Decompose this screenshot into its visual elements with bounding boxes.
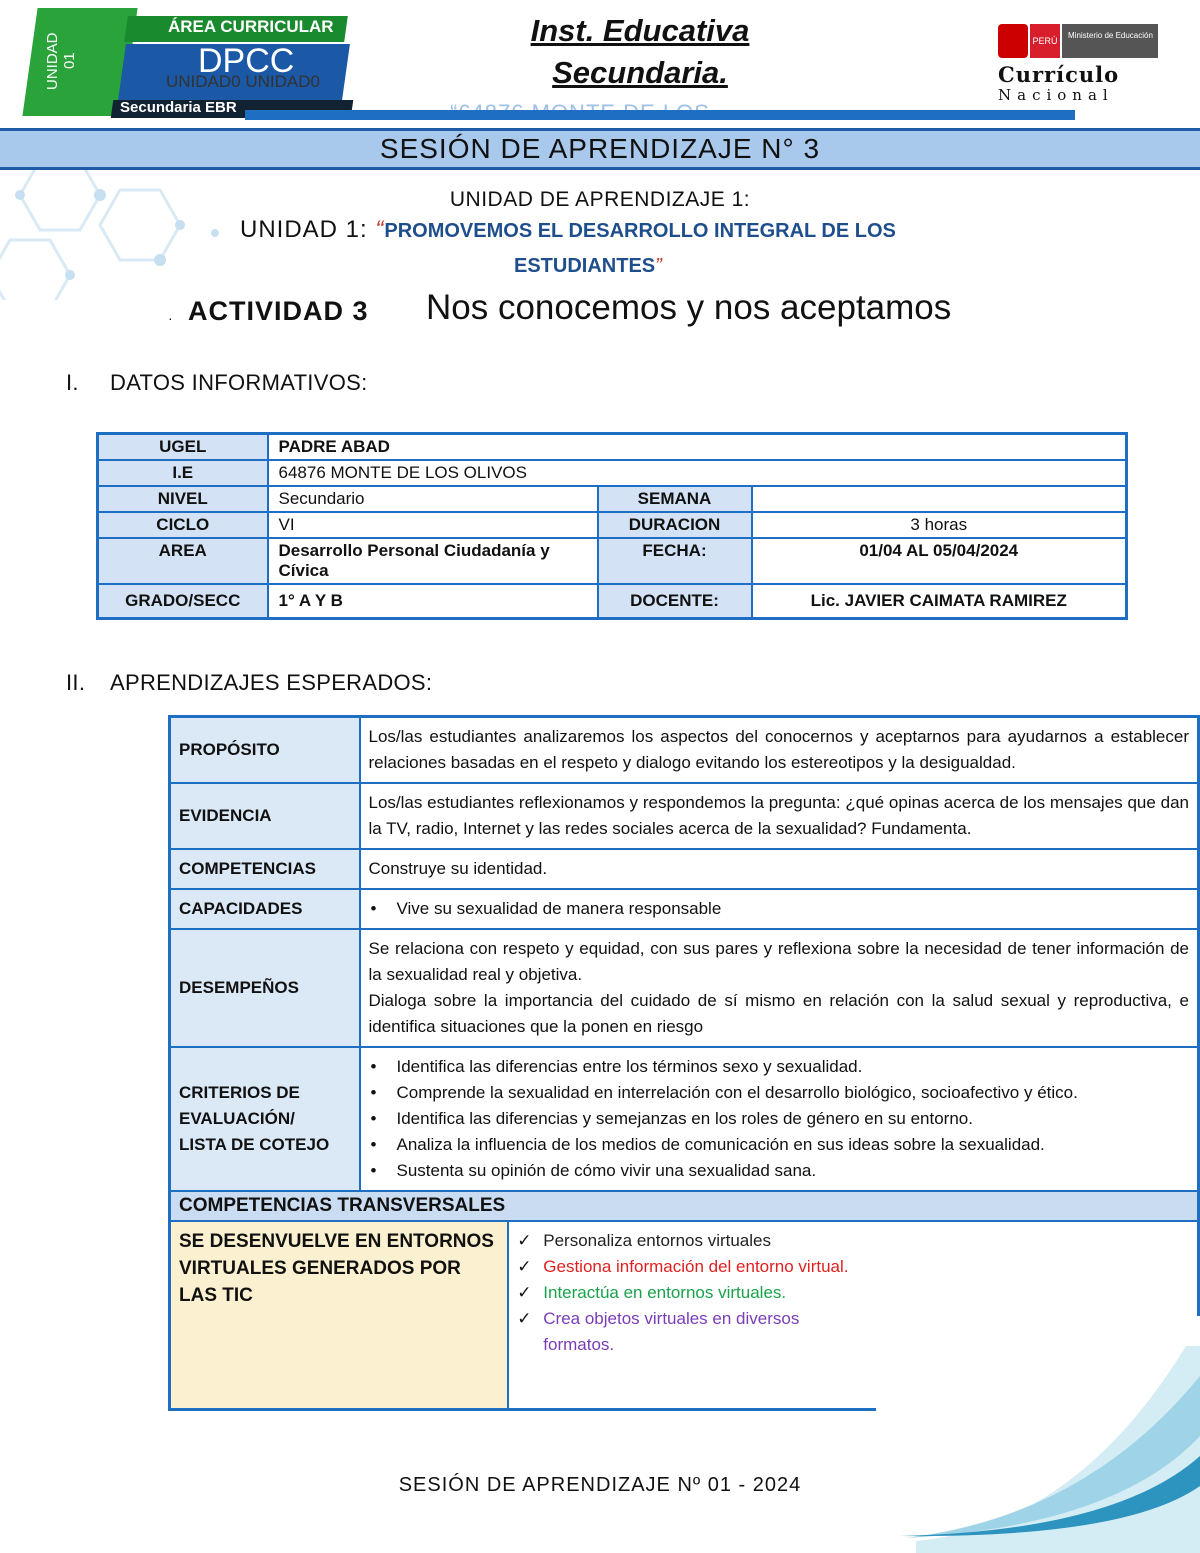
badge-dpcc: DPCC	[198, 42, 295, 80]
capacidades-value	[360, 889, 1199, 929]
transversales-label: COMPETENCIAS TRANSVERSALES	[170, 1191, 1199, 1221]
institution-title	[440, 10, 840, 94]
evidencia-value: Los/las estudiantes reflexionamos y respondemos la pregunta: ¿qué opinas acerca de los mensajes que dan la TV, radio, Internet y las redes sociales acerca de la sexualidad? Fundamenta.	[360, 783, 1199, 849]
badge-area: ÁREA CURRICULAR	[168, 17, 334, 36]
shield-icon	[998, 24, 1028, 58]
criterios-label	[170, 1047, 360, 1191]
page-footer: SESIÓN DE APRENDIZAJE Nº 01 - 2024	[398, 1474, 802, 1496]
unit-badge	[30, 8, 360, 118]
logo-peru: PERÚ	[1030, 24, 1060, 58]
institution-line-2: Secundaria.	[552, 55, 728, 90]
unidad-title	[240, 216, 896, 244]
check-item	[517, 1254, 857, 1280]
table-row	[170, 889, 1199, 929]
criterios-value	[360, 1047, 1199, 1191]
section-number: II.	[66, 670, 86, 695]
tic-competencia: SE DESENVUELVE EN ENTORNOS VIRTUALES GENERADOS POR LAS TIC	[170, 1221, 509, 1409]
table-row	[170, 783, 1199, 849]
nivel-label: NIVEL	[98, 486, 268, 512]
badge-secundaria: Secundaria EBR	[120, 99, 237, 116]
quote-open: “	[375, 216, 385, 243]
unidad-title-line-2: ESTUDIANTES	[514, 255, 656, 277]
list-item: • Sustenta su opinión de cómo vivir una sexualidad sana.	[369, 1158, 1190, 1184]
competencias-label: COMPETENCIAS	[170, 849, 360, 889]
check-text: Interactúa en entornos virtuales.	[543, 1283, 787, 1302]
check-icon: ✓	[517, 1231, 532, 1250]
grado-value: 1° A Y B	[268, 584, 598, 619]
check-icon: ✓	[517, 1283, 532, 1302]
area-label: AREA	[98, 538, 268, 584]
semana-label: SEMANA	[598, 486, 752, 512]
desempenos-label: DESEMPEÑOS	[170, 929, 360, 1047]
fecha-value: 01/04 AL 05/04/2024	[752, 538, 1127, 584]
list-item: • Analiza la influencia de los medios de comunicación en sus ideas sobre la sexualidad.	[369, 1132, 1190, 1158]
criterios-label-line: LISTA DE COTEJO	[179, 1135, 330, 1154]
datos-informativos-table	[96, 432, 1128, 620]
capacidades-label: CAPACIDADES	[170, 889, 360, 929]
logo-ministerio: Ministerio de Educación	[1062, 24, 1158, 58]
check-item	[517, 1228, 857, 1254]
criterios-label-line: EVALUACIÓN/	[179, 1109, 295, 1128]
unidad-label: UNIDAD 1:	[240, 216, 368, 243]
actividad-title: Nos conocemos y nos aceptamos	[426, 288, 952, 327]
table-row	[98, 584, 1127, 619]
header-divider	[245, 110, 1075, 120]
criterios-label-line: CRITERIOS DE	[179, 1083, 300, 1102]
section-number: I.	[66, 370, 79, 395]
area-value: Desarrollo Personal Ciudadanía y Cívica	[268, 538, 598, 584]
table-row	[170, 717, 1199, 784]
proposito-label: PROPÓSITO	[170, 717, 360, 784]
check-item	[517, 1306, 857, 1358]
duracion-label: DURACION	[598, 512, 752, 538]
ugel-label: UGEL	[98, 434, 268, 461]
aprendizajes-table	[168, 715, 1200, 1411]
section-title: DATOS INFORMATIVOS:	[110, 370, 368, 395]
table-row	[170, 1047, 1199, 1191]
hexagon-decoration	[0, 150, 240, 300]
institution-line-1: Inst. Educativa	[530, 13, 750, 48]
evidencia-label: EVIDENCIA	[170, 783, 360, 849]
curriculo-nacional-logo	[998, 24, 1160, 104]
section-title: APRENDIZAJES ESPERADOS:	[110, 670, 433, 695]
check-item	[517, 1280, 857, 1306]
table-row	[98, 486, 1127, 512]
ie-value: 64876 MONTE DE LOS OLIVOS	[268, 460, 1127, 486]
actividad-bullet: ·	[168, 310, 173, 326]
logo-curriculo: Currículo	[998, 62, 1120, 87]
section-datos-informativos	[66, 370, 368, 396]
table-row	[98, 538, 1127, 584]
badge-unidado: UNIDAD0 UNIDAD0	[166, 72, 320, 91]
docente-label: DOCENTE:	[598, 584, 752, 619]
check-icon: ✓	[517, 1309, 532, 1328]
actividad-label: ACTIVIDAD 3	[188, 296, 369, 326]
check-icon: ✓	[517, 1257, 532, 1276]
table-row	[170, 849, 1199, 889]
table-row	[98, 460, 1127, 486]
badge-unidad: UNIDAD 01	[44, 32, 78, 90]
ugel-value: PADRE ABAD	[268, 434, 1127, 461]
check-text: Gestiona información del entorno virtual.	[543, 1257, 849, 1276]
proposito-value: Los/las estudiantes analizaremos los aspectos del conocernos y aceptarnos para ayudarnos a establecer relaciones basadas en el respeto y dialogo evitando los estereotipos y la desigualdad.	[360, 717, 1199, 784]
corner-wave-decoration	[876, 1316, 1200, 1553]
grado-label: GRADO/SECC	[98, 584, 268, 619]
ie-label: I.E	[98, 460, 268, 486]
check-text: Crea objetos virtuales en diversos formatos.	[543, 1309, 800, 1354]
section-aprendizajes-esperados	[66, 670, 432, 696]
table-row	[170, 1191, 1199, 1221]
list-item: • Comprende la sexualidad en interrelación con el desarrollo biológico, socioafectivo y ético.	[369, 1080, 1190, 1106]
docente-value: Lic. JAVIER CAIMATA RAMIREZ	[752, 584, 1127, 619]
unidad-aprendizaje: UNIDAD DE APRENDIZAJE 1:	[449, 188, 751, 211]
desempeno-1: Se relaciona con respeto y equidad, con sus pares y reflexiona sobre la necesidad de tener información de la sexualidad real y objetiva.	[368, 939, 1189, 984]
desempenos-value	[360, 929, 1199, 1047]
unidad-title-continued	[514, 255, 662, 278]
logo-nacional: Nacional	[998, 86, 1114, 104]
duracion-value: 3 horas	[752, 512, 1127, 538]
table-row	[98, 512, 1127, 538]
list-item: • Vive su sexualidad de manera responsable	[369, 896, 1190, 922]
semana-value	[752, 486, 1127, 512]
nivel-value: Secundario	[268, 486, 598, 512]
unidad-title-line-1: PROMOVEMOS EL DESARROLLO INTEGRAL DE LOS	[384, 220, 896, 242]
ciclo-label: CICLO	[98, 512, 268, 538]
list-item: • Identifica las diferencias entre los términos sexo y sexualidad.	[369, 1054, 1190, 1080]
table-row	[98, 434, 1127, 461]
check-text: Personaliza entornos virtuales	[543, 1231, 771, 1250]
competencias-value: Construye su identidad.	[360, 849, 1199, 889]
list-item: • Identifica las diferencias y semejanzas en los roles de género en su entorno.	[369, 1106, 1190, 1132]
quote-close: ”	[655, 255, 662, 277]
session-title: SESIÓN DE APRENDIZAJE N° 3	[0, 128, 1200, 170]
desempeno-2: Dialoga sobre la importancia del cuidado de sí mismo en relación con la salud sexual y reproductiva, e identifica situaciones que la ponen en riesgo	[368, 991, 1189, 1036]
ciclo-value: VI	[268, 512, 598, 538]
fecha-label: FECHA:	[598, 538, 752, 584]
table-row	[170, 929, 1199, 1047]
